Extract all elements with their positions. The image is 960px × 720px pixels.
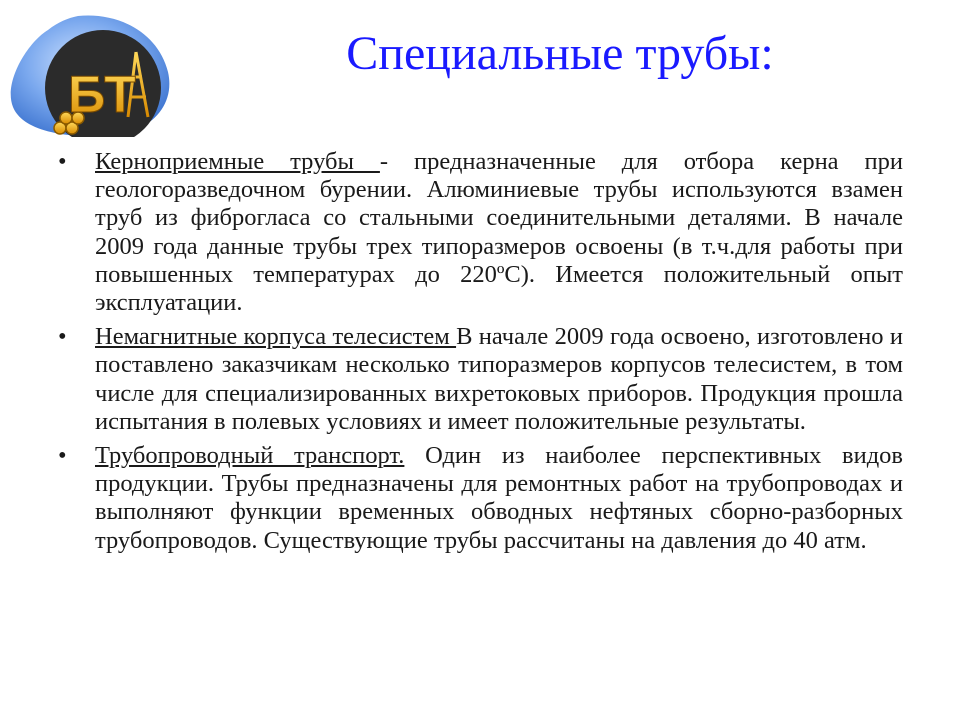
list-item-core-pipes [58,148,903,317]
bullet-glyph: • [58,442,67,470]
bullet-glyph: • [58,148,67,175]
item-body: - предназначенные для отбора керна при геологоразведочном бурении. Алюминиевые трубы используются взамен труб из фиброгласа со стальными соединительными деталями. В начале 2009 года данные трубы трех типоразмеров освоены (в т.ч.для работы при повышенных температурах до 220ºС). Имеется положительный опыт эксплуатации. [95,148,903,317]
item-heading: Немагнитные корпуса телесистем [95,323,457,351]
bullet-glyph: • [58,323,67,351]
item-heading: Кернoприемные трубы [95,148,380,175]
list-item-pipeline-transport [58,442,903,555]
logo-text: БТ [68,66,136,124]
list-item-nonmagnetic-housings [58,323,903,436]
bullet-list [58,148,903,561]
item-heading: Трубопроводный транспорт. [95,442,405,470]
item-body: Один из наиболее перспективных видов продукции. Трубы предназначены для ремонтных работ на трубопроводах и выполняют функции временных обводных нефтяных сборно-разборных трубопроводов. Существующие трубы рассчитаны на давления до 40 атм. [95,442,903,554]
company-logo [8,12,173,137]
slide-title: Специальные трубы: [346,27,774,80]
item-body: В начале 2009 года освоено, изготовлено и поставлено заказчикам несколько типоразмеров корпусов телесистем, в том числе для специализированных вихретоковых приборов. Продукция прошла испытания в полевых условиях и имеет положительные результаты. [95,323,903,435]
